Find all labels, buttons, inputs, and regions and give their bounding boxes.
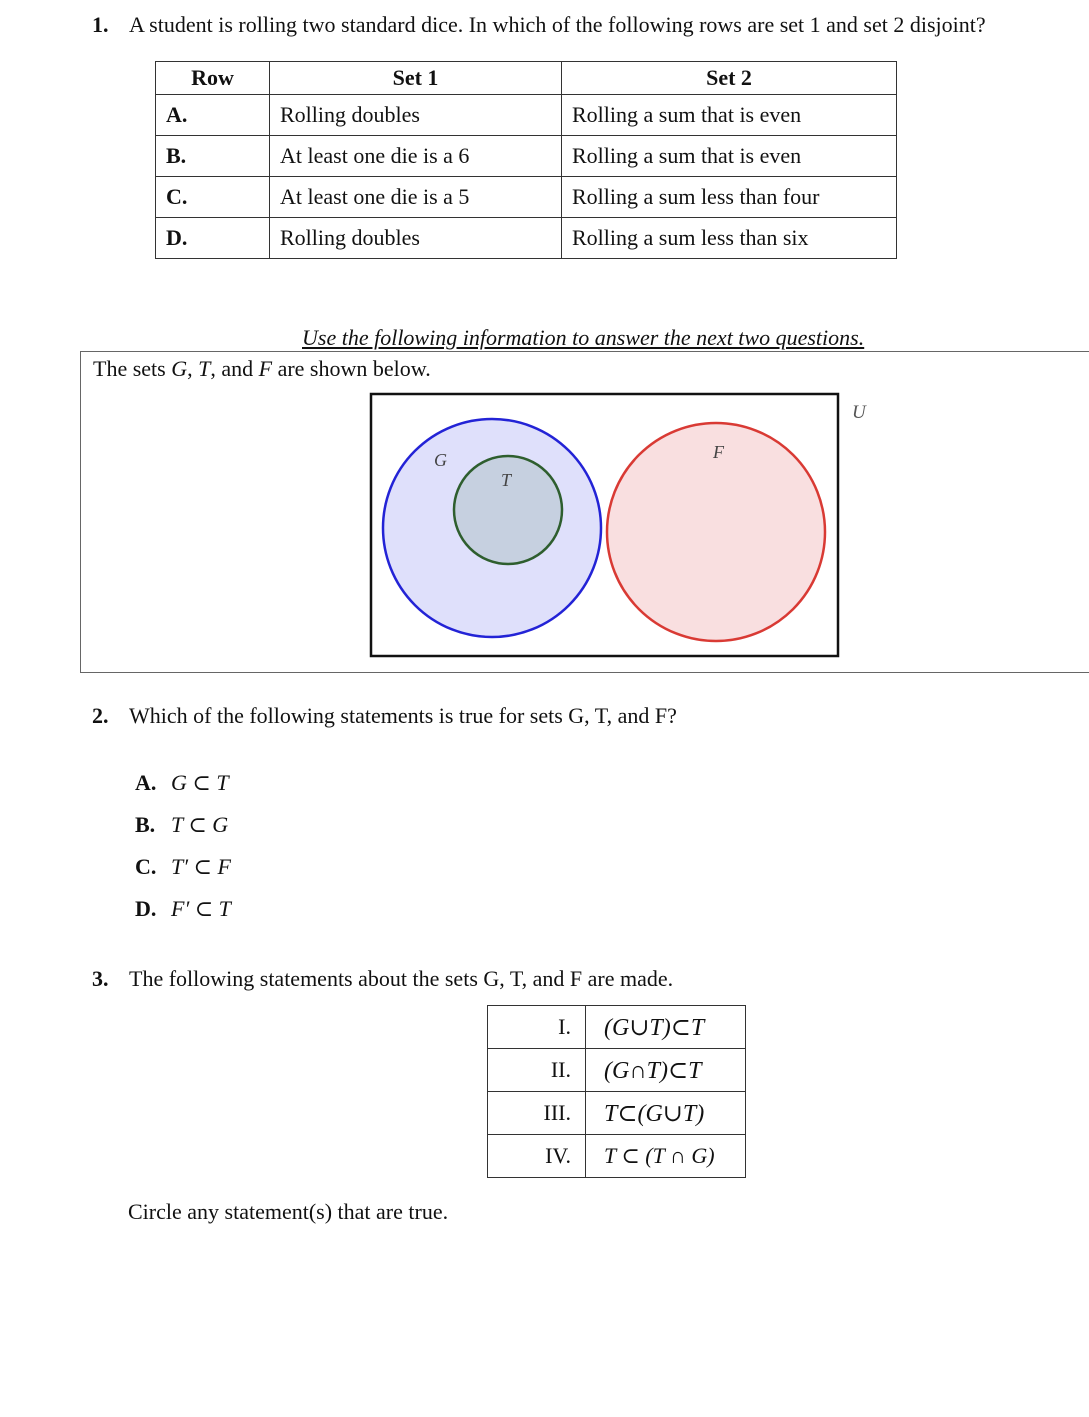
disjoint-sets-table: [155, 61, 897, 259]
intro-text: The sets: [93, 356, 172, 381]
set-t-text: T: [198, 356, 211, 381]
table-row[interactable]: [488, 1092, 746, 1135]
statement-number: I.: [488, 1006, 586, 1049]
question-text: A student is rolling two standard dice. In which of the following rows are set 1 and set 2 disjoint?: [129, 12, 986, 37]
info-intro: [93, 356, 431, 382]
question-number: 2.: [92, 703, 109, 728]
table-row: [156, 136, 897, 177]
universe-label: U: [852, 402, 866, 423]
set1-cell: Rolling doubles: [270, 218, 562, 259]
option-b[interactable]: [135, 812, 228, 838]
set-t-label: T: [501, 470, 512, 490]
table-row: [156, 218, 897, 259]
intro-text: ,: [187, 356, 199, 381]
row-label: B.: [156, 136, 270, 177]
intro-text: are shown below.: [272, 356, 431, 381]
set2-cell: Rolling a sum less than four: [562, 177, 897, 218]
question-number: 3.: [92, 966, 109, 991]
option-expression: T′ ⊂ F: [171, 854, 231, 879]
option-expression: T ⊂ G: [171, 812, 229, 837]
statements-table: [487, 1005, 746, 1178]
header-set2: Set 2: [562, 62, 897, 95]
statement-expression: (G∩T)⊂T: [586, 1049, 746, 1092]
question-text: Which of the following statements is true for sets G, T, and F?: [129, 703, 677, 728]
table-row: [156, 177, 897, 218]
row-label: A.: [156, 95, 270, 136]
statement-expression: T⊂(G∪T): [586, 1092, 746, 1135]
option-expression: G ⊂ T: [171, 770, 229, 795]
intro-text: , and: [210, 356, 259, 381]
set2-cell: Rolling a sum that is even: [562, 136, 897, 177]
set2-cell: Rolling a sum less than six: [562, 218, 897, 259]
option-expression: F′ ⊂ T: [171, 896, 231, 921]
question-number: 1.: [92, 12, 109, 37]
option-label: D.: [135, 896, 157, 921]
question-2: [92, 703, 677, 729]
question-3: [92, 966, 673, 992]
set-g-text: G: [171, 356, 188, 381]
set1-cell: At least one die is a 5: [270, 177, 562, 218]
table-row[interactable]: [488, 1049, 746, 1092]
venn-diagram: [368, 392, 868, 660]
set2-cell: Rolling a sum that is even: [562, 95, 897, 136]
instruction-text: Circle any statement(s) that are true.: [128, 1199, 449, 1224]
set-f-label: F: [713, 442, 724, 462]
table-row[interactable]: [488, 1006, 746, 1049]
header-row: Row: [156, 62, 270, 95]
option-label: C.: [135, 854, 157, 879]
set1-cell: At least one die is a 6: [270, 136, 562, 177]
option-label: B.: [135, 812, 156, 837]
option-a[interactable]: [135, 770, 229, 796]
statement-number: IV.: [488, 1135, 586, 1178]
table-header-row: [156, 62, 897, 95]
statement-number: III.: [488, 1092, 586, 1135]
set-f-text: F: [258, 356, 273, 381]
info-heading: Use the following information to answer the next two questions.: [302, 325, 865, 350]
set1-cell: Rolling doubles: [270, 95, 562, 136]
table-row: [156, 95, 897, 136]
statement-expression: T ⊂ (T ∩ G): [586, 1135, 746, 1178]
question-text: The following statements about the sets G, T, and F are made.: [129, 966, 674, 991]
table-row[interactable]: [488, 1135, 746, 1178]
set-g-label: G: [434, 450, 447, 470]
row-label: C.: [156, 177, 270, 218]
statement-number: II.: [488, 1049, 586, 1092]
row-label: D.: [156, 218, 270, 259]
option-d[interactable]: [135, 896, 231, 922]
option-c[interactable]: [135, 854, 231, 880]
question-1: [92, 12, 986, 38]
header-set1: Set 1: [270, 62, 562, 95]
statement-expression: (G∪T)⊂T: [586, 1006, 746, 1049]
option-label: A.: [135, 770, 157, 795]
